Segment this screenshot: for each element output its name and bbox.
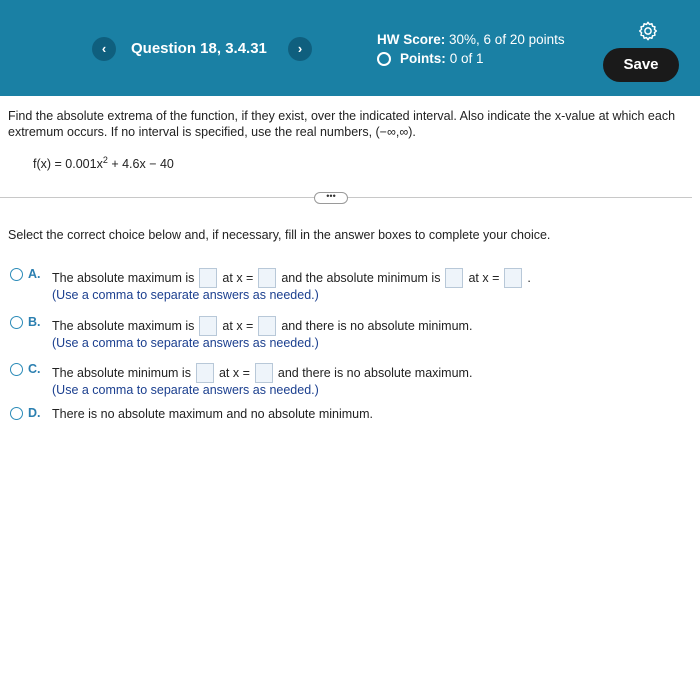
choice-b-text [52,316,472,336]
points [377,51,484,66]
choice-b-max-value-input[interactable] [199,316,217,336]
function-prefix: f(x) = 0.001x [33,157,103,172]
choice-b-letter: B. [28,315,41,329]
choice-b-hint: (Use a comma to separate answers as needed.) [52,336,319,350]
chevron-left-icon: ‹ [101,41,107,56]
hw-score [377,32,565,47]
save-button[interactable]: Save [603,48,679,82]
chevron-right-icon: › [297,41,303,56]
gear-icon[interactable] [637,20,659,42]
choice-c-text [52,363,472,383]
choice-a-text-3: and the absolute minimum is [281,271,441,285]
function-exponent: 2 [102,155,108,165]
choice-d-text [52,407,373,421]
choice-prompt: Select the correct choice below and, if necessary, fill in the answer boxes to complete your choice. [8,228,551,242]
choice-b-text-3: and there is no absolute minimum. [281,319,473,333]
function-expression [33,155,174,171]
choice-a-text-5: . [527,271,531,285]
choice-a-text-2: at x = [222,271,254,285]
choice-a-hint: (Use a comma to separate answers as needed.) [52,288,319,302]
choice-a-max-value-input[interactable] [199,268,217,288]
choice-c-min-x-input[interactable] [255,363,273,383]
choice-c-text-2: at x = [218,366,250,380]
choice-a-min-value-input[interactable] [445,268,463,288]
choice-c-radio[interactable] [10,363,23,376]
points-value: 0 of 1 [449,51,484,66]
hw-score-value: 30%, 6 of 20 points [449,32,565,47]
choice-b-radio[interactable] [10,316,23,329]
choice-b-max-x-input[interactable] [258,316,276,336]
choice-b-text-1: The absolute maximum is [52,319,195,333]
choice-c-letter: C. [28,362,41,376]
choice-b-text-2: at x = [222,319,254,333]
choice-a-letter: A. [28,267,41,281]
hw-score-label: HW Score: [377,32,446,47]
previous-question-button[interactable] [92,37,116,61]
choice-d-radio[interactable] [10,407,23,420]
next-question-button[interactable] [288,37,312,61]
choice-c-text-1: The absolute minimum is [52,366,191,380]
question-header [0,0,700,96]
choice-a-text [52,268,531,288]
choice-a-min-x-input[interactable] [504,268,522,288]
choice-c-min-value-input[interactable] [196,363,214,383]
choice-c-hint: (Use a comma to separate answers as needed.) [52,383,319,397]
choice-d-text-1: There is no absolute maximum and no absolute minimum. [52,407,373,421]
expand-more-button[interactable]: ••• [314,192,348,204]
choice-a-radio[interactable] [10,268,23,281]
points-ring-icon [377,52,391,66]
choice-d-letter: D. [28,406,41,420]
choice-a-text-4: at x = [468,271,500,285]
points-label: Points: [400,51,446,66]
choice-c-text-3: and there is no absolute maximum. [277,366,473,380]
choice-a-text-1: The absolute maximum is [52,271,195,285]
problem-instructions: Find the absolute extrema of the function, if they exist, over the indicated interval. Also indicate the x-value at which each extremum occurs. If no interval is specified, use the real numbers, (−∞,∞). [8,109,676,139]
question-title: Question 18, 3.4.31 [131,40,267,57]
choice-a-max-x-input[interactable] [258,268,276,288]
function-suffix: + 4.6x − 40 [107,157,174,172]
